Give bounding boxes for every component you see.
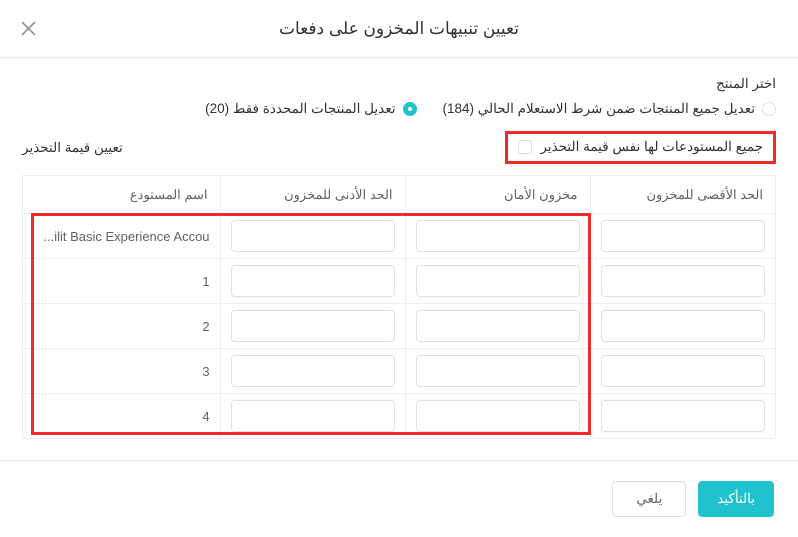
max-stock-input[interactable] — [601, 400, 765, 432]
cell-warehouse-name: 2 — [23, 304, 220, 349]
cell-min-stock — [220, 259, 405, 304]
cell-min-stock — [220, 214, 405, 259]
cell-safety-stock — [405, 259, 590, 304]
close-icon[interactable] — [14, 14, 42, 42]
max-stock-input[interactable] — [601, 355, 765, 387]
min-stock-input[interactable] — [231, 265, 395, 297]
cell-safety-stock — [405, 394, 590, 439]
confirm-button[interactable]: بالتأكيد — [698, 481, 774, 517]
safety-stock-input[interactable] — [416, 400, 580, 432]
cell-min-stock — [220, 394, 405, 439]
min-stock-input[interactable] — [231, 355, 395, 387]
cell-safety-stock — [405, 304, 590, 349]
table-header-row — [23, 176, 775, 214]
min-stock-input[interactable] — [231, 220, 395, 252]
radio-selected-products-only[interactable] — [205, 101, 416, 117]
warning-section-label: تعيين قيمة التحذير — [22, 139, 123, 155]
table-row — [23, 259, 775, 304]
cancel-button[interactable]: يلغي — [612, 481, 686, 517]
column-header-safety-stock: مخزون الأمان — [405, 176, 590, 214]
same-warning-value-checkbox[interactable] — [518, 139, 763, 155]
cell-warehouse-name: 1 — [23, 259, 220, 304]
cell-warehouse-name: ilit Basic Experience Accou... — [23, 214, 220, 259]
table-row — [23, 349, 775, 394]
table-body — [23, 214, 775, 439]
dialog-body — [0, 58, 798, 458]
cell-max-stock — [590, 394, 775, 439]
max-stock-input[interactable] — [601, 310, 765, 342]
cell-max-stock — [590, 214, 775, 259]
cell-warehouse-name: 3 — [23, 349, 220, 394]
cell-safety-stock — [405, 349, 590, 394]
table-row — [23, 214, 775, 259]
radio-all-query-products[interactable] — [443, 101, 777, 117]
dialog-header — [0, 0, 798, 58]
table-row — [23, 394, 775, 439]
cell-safety-stock — [405, 214, 590, 259]
product-radio-group — [22, 101, 776, 117]
column-header-warehouse-name: اسم المستودع — [23, 176, 220, 214]
cell-max-stock — [590, 349, 775, 394]
dialog-title: تعيين تنبيهات المخزون على دفعات — [279, 18, 519, 38]
cell-warehouse-name: 4 — [23, 394, 220, 439]
max-stock-input[interactable] — [601, 265, 765, 297]
warning-value-row — [22, 131, 776, 164]
warehouse-table — [22, 175, 776, 439]
cell-min-stock — [220, 304, 405, 349]
checkbox-label: جميع المستودعات لها نفس قيمة التحذير — [540, 139, 763, 154]
safety-stock-input[interactable] — [416, 220, 580, 252]
cell-max-stock — [590, 304, 775, 349]
product-section-label: اختر المنتج — [716, 76, 776, 91]
min-stock-input[interactable] — [231, 400, 395, 432]
column-header-min-stock: الحد الأدنى للمخزون — [220, 176, 405, 214]
checkbox-box-icon — [518, 140, 532, 154]
min-stock-input[interactable] — [231, 310, 395, 342]
radio-label: تعديل جميع المنتجات ضمن شرط الاستعلام الحالي (184) — [442, 101, 755, 116]
same-warning-value-highlight — [505, 131, 776, 164]
cell-min-stock — [220, 349, 405, 394]
radio-label: تعديل المنتجات المحددة فقط (20) — [205, 101, 396, 116]
safety-stock-input[interactable] — [416, 355, 580, 387]
radio-dot-icon — [762, 102, 776, 116]
column-header-max-stock: الحد الأقصى للمخزون — [590, 176, 775, 214]
safety-stock-input[interactable] — [416, 265, 580, 297]
max-stock-input[interactable] — [601, 220, 765, 252]
safety-stock-input[interactable] — [416, 310, 580, 342]
table-row — [23, 304, 775, 349]
cell-max-stock — [590, 259, 775, 304]
dialog-footer — [0, 460, 798, 537]
radio-dot-icon — [403, 102, 417, 116]
